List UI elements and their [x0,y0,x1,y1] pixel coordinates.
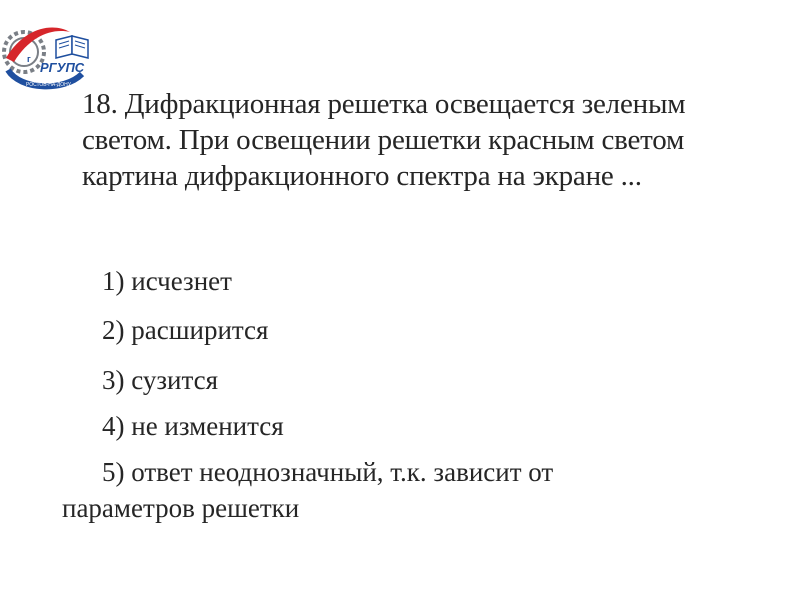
answer-option-4: 4) не изменится [102,411,284,441]
answer-option-3: 3) сузится [102,365,219,395]
answer-option-5-continuation: параметров решетки [62,493,300,523]
book-icon [56,36,88,58]
question-text [82,86,782,194]
university-logo [0,18,96,92]
logo-ring-text: РОСТОВ-НА-ДОНУ [26,82,71,88]
answer-option-5: 5) ответ неоднозначный, т.к. зависит от [102,457,554,487]
logo-wordmark: РГУПС [40,60,85,75]
answer-option-1: 1) исчезнет [102,266,232,296]
rgups-emblem-icon [0,18,96,92]
answer-option-2: 2) расширится [102,315,269,345]
question-line: картина дифракционного спектра на экране ... [82,160,642,192]
question-line: светом. При освещении решетки красным светом [82,124,685,156]
question-line: 18. Дифракционная решетка освещается зеленым [82,88,686,120]
logo-initial: г [27,54,31,64]
